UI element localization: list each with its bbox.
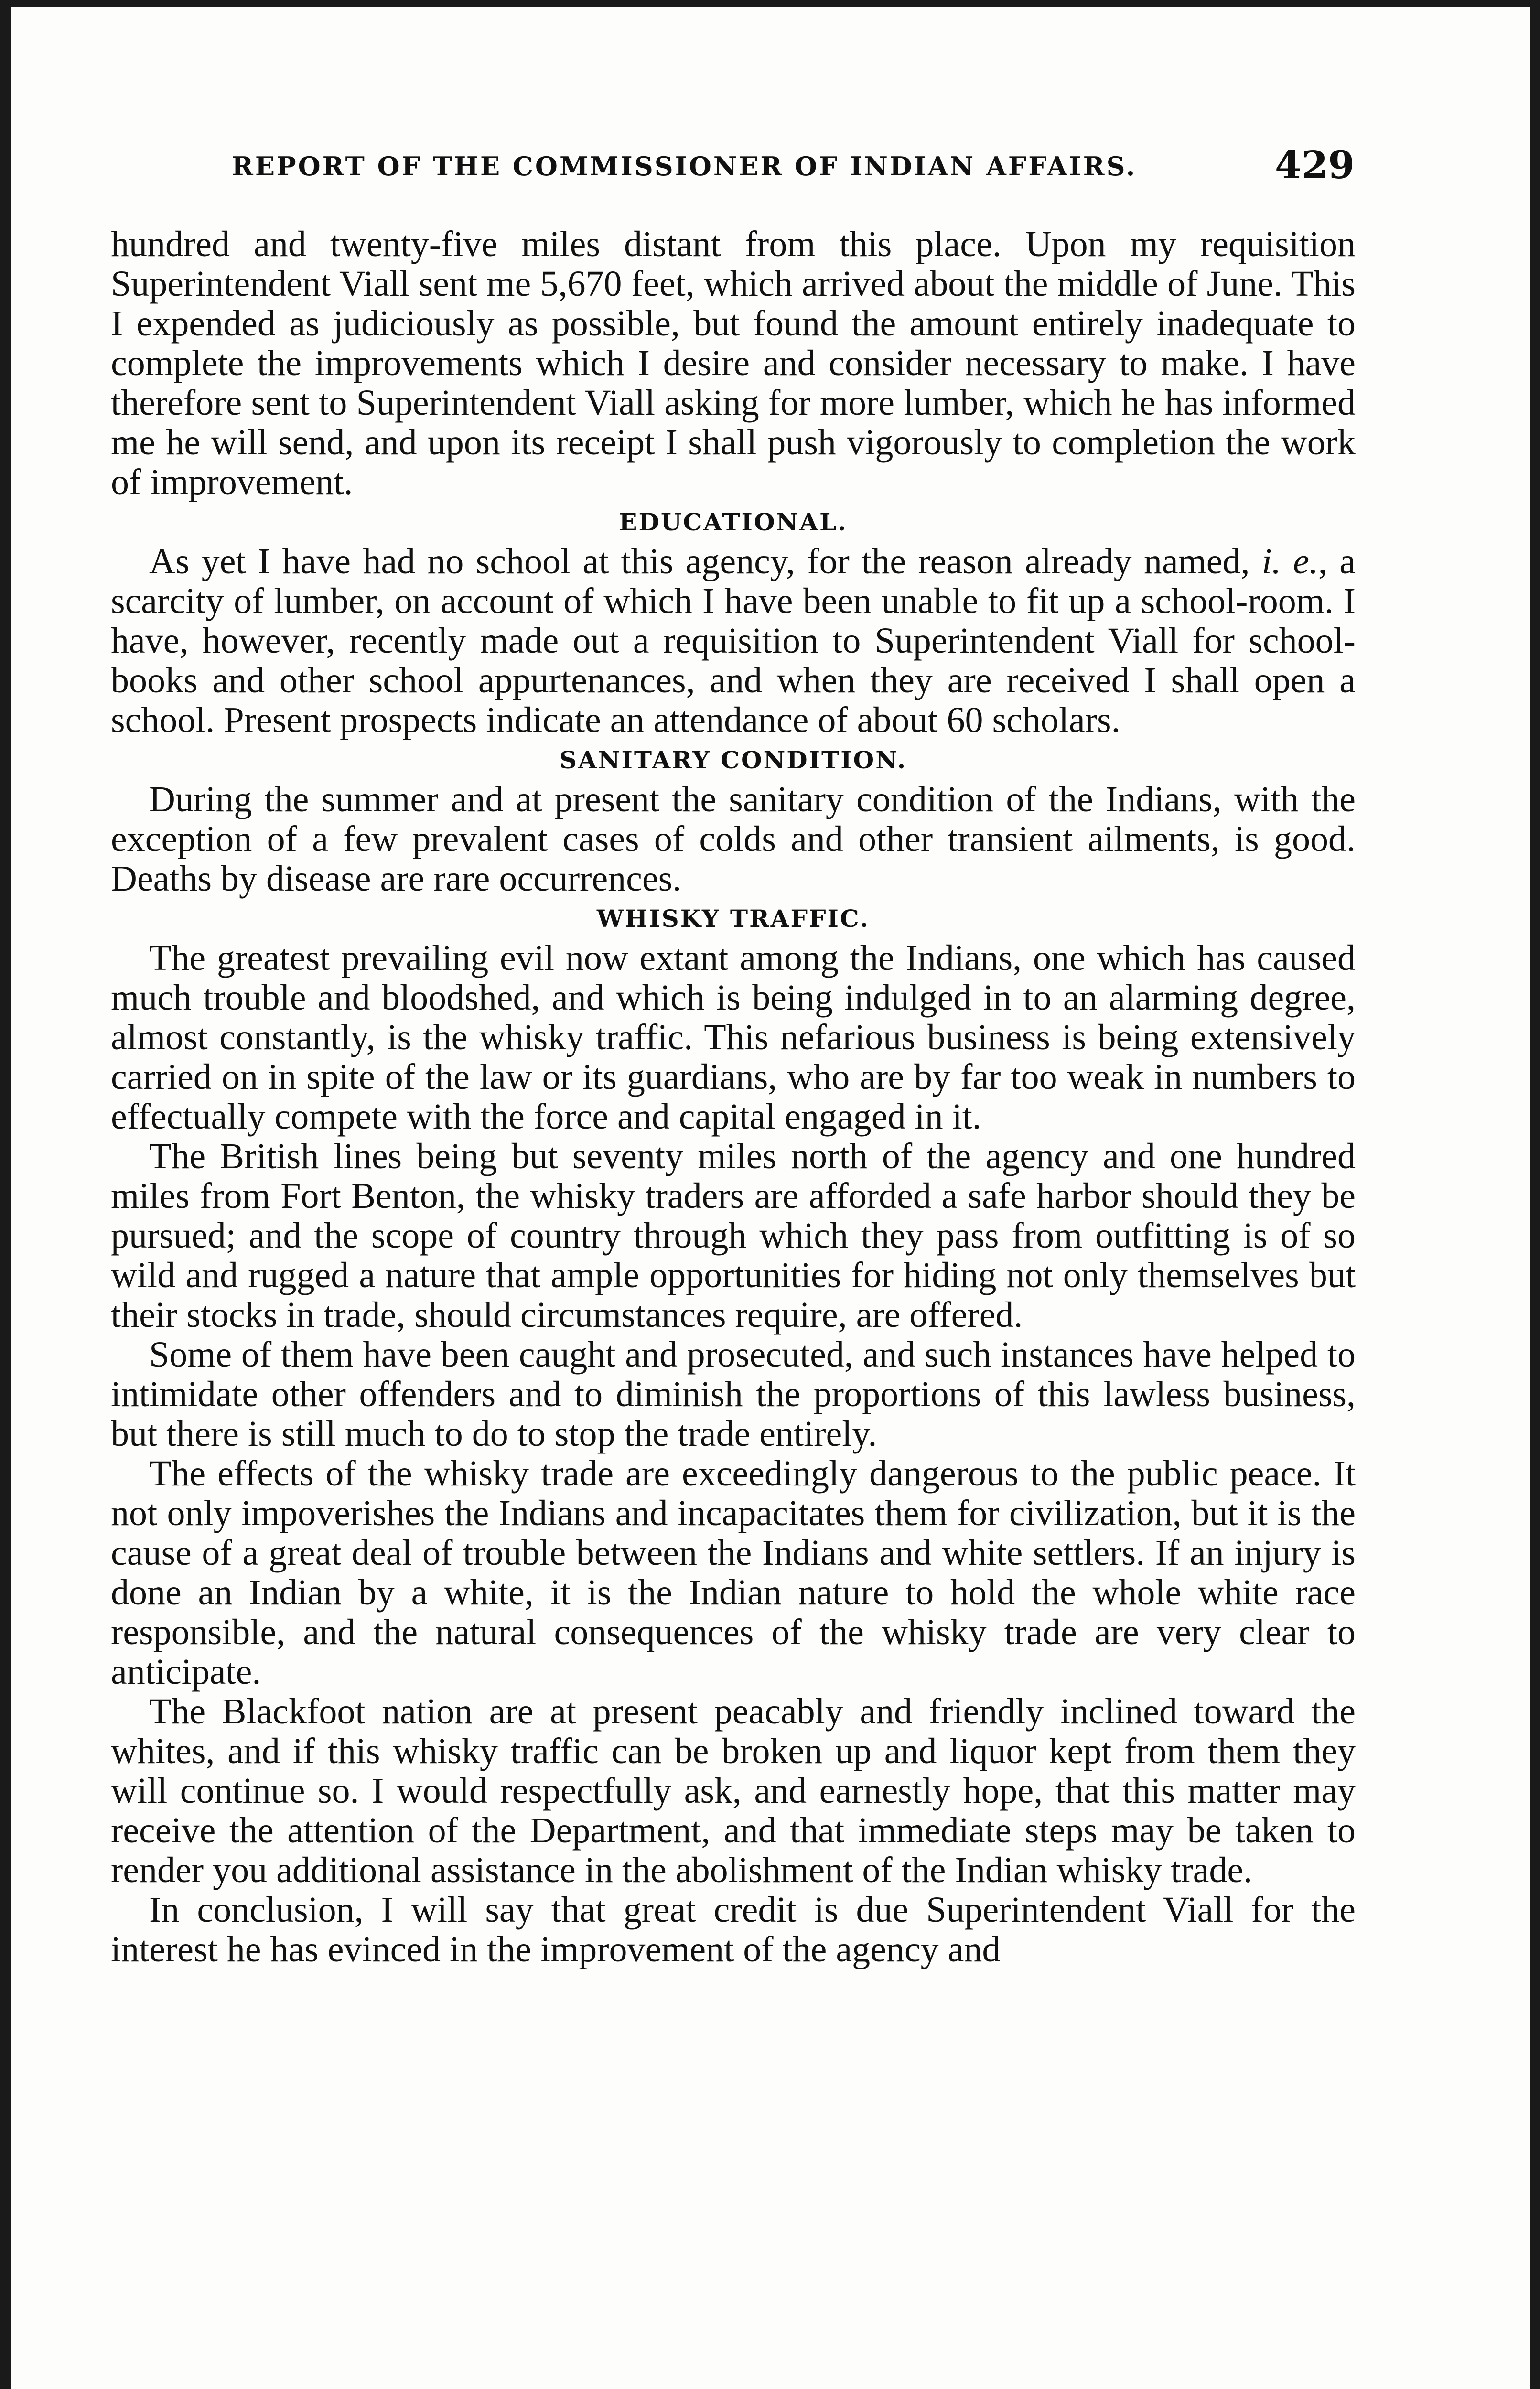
paragraph-conclusion: In conclusion, I will say that great credit is due Superintendent Viall for the interest he has evinced in the improvement of the agency and bbox=[111, 1890, 1356, 1969]
paragraph-whisky-2: The British lines being but seventy miles north of the agency and one hundred miles from Fort Benton, the whisky traders are afforded a safe harbor should they be pursued; and the scope of country through which they pass from outfitting is of so wild and rugged a nature that ample opportunities for hiding not only themselves but their stocks in trade, should circumstances require, are offered. bbox=[111, 1136, 1356, 1335]
paragraph-continuation: hundred and twenty-five miles distant from this place. Upon my requisition Superintendent Viall sent me 5,670 feet, which arrived about the middle of June. This I expended as judiciously as possible, but found the amount entirely inadequate to complete the improvements which I desire and consider necessary to make. I have therefore sent to Superintendent Viall asking for more lumber, which he has informed me he will send, and upon its receipt I shall push vigorously to completion the work of improvement. bbox=[111, 224, 1356, 502]
running-head: REPORT OF THE COMMISSIONER OF INDIAN AFFAIRS. bbox=[232, 151, 1137, 182]
page-number: 429 bbox=[1275, 142, 1355, 187]
paragraph-educational-ie: i. e. bbox=[1261, 541, 1318, 581]
scan-border-top bbox=[0, 0, 1540, 7]
paragraph-educational bbox=[111, 542, 1356, 740]
scan-border-right bbox=[1530, 0, 1540, 2389]
heading-educational: EDUCATIONAL. bbox=[619, 508, 848, 536]
heading-sanitary-condition: SANITARY CONDITION. bbox=[559, 746, 907, 774]
body-text bbox=[111, 225, 1356, 1969]
paragraph-whisky-4: The effects of the whisky trade are exceedingly dangerous to the public peace. It not only impoverishes the Indians and incapacitates them for civilization, but it is the cause of a great deal of trouble between the Indians and white settlers. If an injury is done an Indian by a white, it is the Indian nature to hold the whole white race responsible, and the natural consequences of the whisky trade are very clear to anticipate. bbox=[111, 1453, 1356, 1692]
paragraph-whisky-3: Some of them have been caught and prosecuted, and such instances have helped to intimidate other offenders and to diminish the proportions of this lawless business, but there is still much to do to stop the trade entirely. bbox=[111, 1334, 1356, 1454]
paragraph-whisky-5: The Blackfoot nation are at present peacably and friendly inclined toward the whites, and if this whisky traffic can be broken up and liquor kept from them they will continue so. I would respectfully ask, and earnestly hope, that this matter may receive the attention of the Department, and that immediate steps may be taken to render you additional assistance in the abolishment of the Indian whisky trade. bbox=[111, 1691, 1356, 1890]
scan-border-left bbox=[0, 0, 11, 2389]
paragraph-whisky-1: The greatest prevailing evil now extant among the Indians, one which has caused much trouble and bloodshed, and which is being indulged in to an alarming degree, almost constantly, is the whisky traffic. This nefarious business is being extensively carried on in spite of the law or its guardians, who are by far too weak in numbers to effectually compete with the force and capital engaged in it. bbox=[111, 938, 1356, 1137]
page-header bbox=[112, 142, 1355, 195]
heading-whisky-traffic: WHISKY TRAFFIC. bbox=[596, 904, 870, 933]
paragraph-educational-part1: As yet I have had no school at this agency, for the reason already named, bbox=[149, 541, 1262, 581]
paragraph-educational-part2: , a scarcity of lumber, on account of which I have been unable to fit up a school-room. I have, however, recently made out a requisition to Superintendent Viall for school-books and other school appurtenances, and when they are received I shall open a school. Present prospects indicate an attendance of about 60 scholars. bbox=[111, 541, 1356, 740]
paragraph-sanitary: During the summer and at present the sanitary condition of the Indians, with the exception of a few prevalent cases of colds and other transient ailments, is good. Deaths by disease are rare occurrences. bbox=[111, 779, 1356, 899]
